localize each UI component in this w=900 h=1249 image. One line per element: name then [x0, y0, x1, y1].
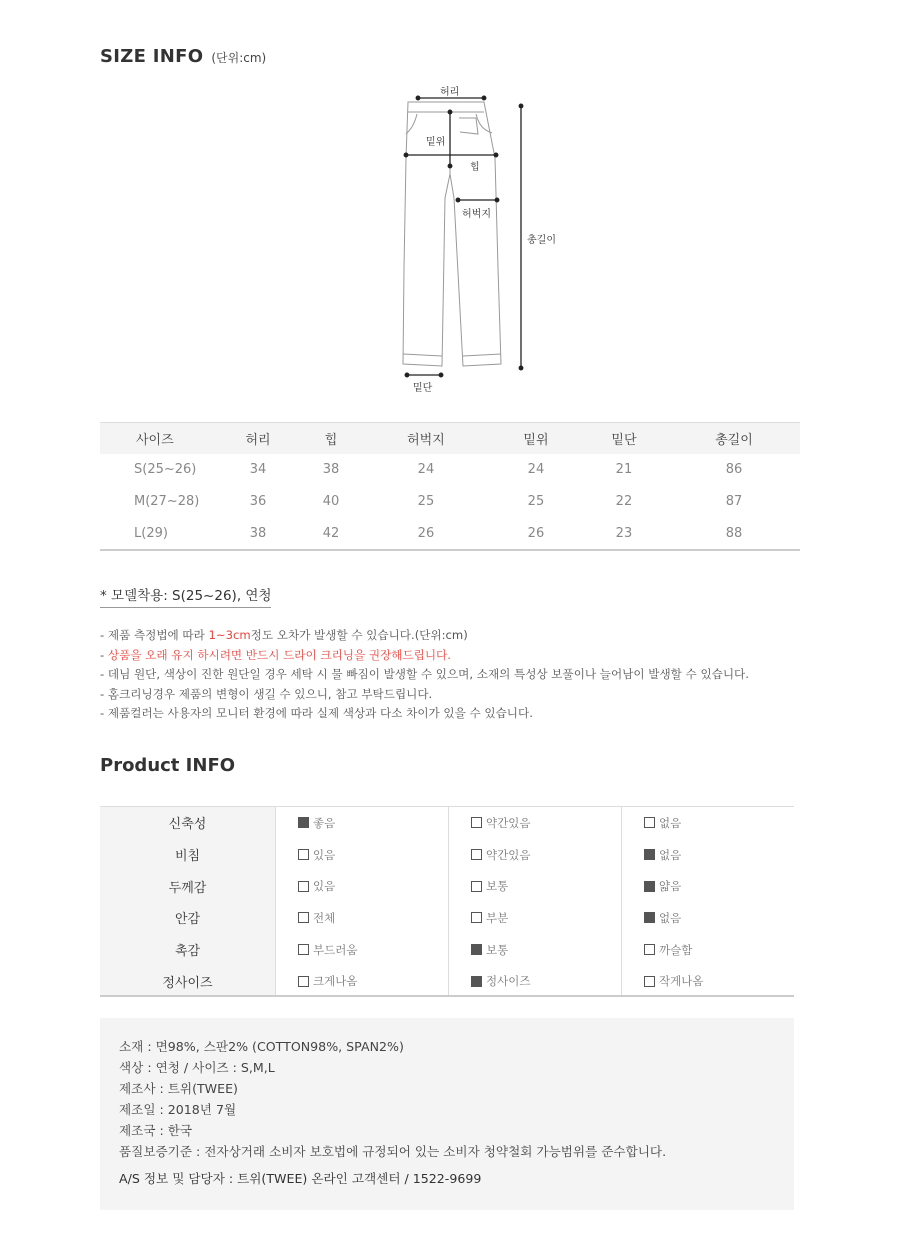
option-item: [622, 839, 794, 871]
note-text: -: [100, 647, 108, 662]
table-cell: 36: [249, 494, 267, 509]
option-label: 약간있음: [486, 815, 531, 830]
checkbox-checked-icon: [298, 817, 309, 828]
option-label: 정사이즈: [486, 974, 531, 989]
option-item: [276, 870, 448, 902]
option-item: [449, 870, 621, 902]
size-table: [100, 422, 800, 551]
table-cell: 38: [214, 518, 302, 550]
attribute-label: 신축성: [168, 817, 207, 833]
table-row: [100, 518, 800, 550]
detail-material: 소재 : 면98%, 스판2% (COTTON98%, SPAN2%): [119, 1039, 404, 1054]
option-item: [622, 965, 794, 997]
checkbox-checked-icon: [644, 849, 655, 860]
option-label: 얇음: [659, 879, 682, 894]
checkbox-icon: [471, 817, 482, 828]
table-cell: 21: [615, 462, 633, 477]
checkbox-icon: [471, 881, 482, 892]
waist-label: 허리: [440, 87, 460, 98]
option-label: 약간있음: [486, 847, 531, 862]
detail-country: 제조국 : 한국: [119, 1123, 193, 1138]
attribute-label: 정사이즈: [162, 975, 213, 991]
note-text: - 제품 측정법에 따라: [100, 628, 209, 642]
care-notes: [100, 626, 749, 724]
checkbox-checked-icon: [644, 881, 655, 892]
attribute-label: 비침: [174, 849, 201, 865]
checkbox-checked-icon: [471, 944, 482, 955]
option-column-3: [621, 807, 794, 995]
note-item: [100, 704, 749, 724]
attribute-label: 안감: [174, 912, 201, 928]
detail-manufacture-date: 제조일 : 2018년 7월: [119, 1102, 237, 1117]
checkbox-icon: [298, 912, 309, 923]
header-thigh: 허벅지: [360, 423, 492, 454]
table-cell: 24: [527, 462, 545, 477]
option-label: 부분: [486, 910, 509, 925]
option-item: [276, 934, 448, 966]
detail-color-size: 색상 : 연청 / 사이즈 : S,M,L: [119, 1060, 275, 1075]
option-label: 크게나옴: [313, 974, 358, 989]
product-details-box: [100, 1018, 794, 1210]
checkbox-icon: [298, 944, 309, 955]
checkbox-icon: [471, 849, 482, 860]
table-cell: 25: [527, 494, 545, 509]
checkbox-icon: [298, 976, 309, 987]
note-text: - 제품컬러는 사용자의 모니터 환경에 따라 실제 색상과 다소 차이가 있을 수 있습니다.: [100, 706, 533, 720]
hem-label: 밑단: [413, 383, 433, 394]
detail-as-contact: A/S 정보 및 담당자 : 트위(TWEE) 온라인 고객센터 / 1522-9699: [119, 1171, 482, 1186]
option-item: [276, 807, 448, 839]
option-label: 없음: [659, 847, 682, 862]
table-cell: 23: [580, 518, 668, 550]
rise-label: 밑위: [426, 137, 446, 148]
option-item: [276, 965, 448, 997]
checkbox-icon: [471, 912, 482, 923]
option-label: 없음: [659, 910, 682, 925]
option-label: 없음: [659, 815, 682, 830]
option-item: [622, 934, 794, 966]
table-cell: 34: [249, 462, 267, 477]
table-cell: 22: [615, 494, 633, 509]
thigh-label: 허벅지: [462, 209, 491, 220]
checkbox-checked-icon: [471, 976, 482, 987]
option-item: [449, 839, 621, 871]
note-text: - 홈크리닝경우 제품의 변형이 생길 수 있으니, 참고 부탁드립니다.: [100, 686, 433, 701]
attribute-label: 두께감: [168, 880, 207, 896]
checkbox-icon: [644, 817, 655, 828]
option-column-2: [448, 807, 621, 995]
attribute-labels: [100, 807, 275, 995]
option-label: 좋음: [313, 815, 336, 830]
option-item: [622, 870, 794, 902]
option-label: 전체: [313, 910, 336, 925]
option-label: 작게나옴: [659, 974, 704, 989]
table-cell: 87: [725, 494, 743, 509]
option-item: [449, 807, 621, 839]
header-hem: 밑단: [580, 423, 668, 454]
detail-warranty: 품질보증기준 : 전자상거래 소비자 보호법에 규정되어 있는 소비자 청약철회 가능범위를 준수합니다.: [119, 1144, 667, 1159]
option-column-1: [275, 807, 448, 995]
size-info-heading: [100, 46, 266, 67]
option-item: [276, 839, 448, 871]
option-label: 까슬함: [659, 942, 693, 957]
note-text: 정도 오차가 발생할 수 있습니다.(단위:cm): [250, 628, 468, 642]
checkbox-checked-icon: [644, 912, 655, 923]
option-item: [449, 902, 621, 934]
option-item: [622, 807, 794, 839]
option-item: [449, 965, 621, 997]
option-label: 부드러움: [313, 942, 358, 957]
header-waist: 허리: [214, 423, 302, 454]
table-cell: M(27~28): [134, 494, 200, 509]
checkbox-icon: [644, 944, 655, 955]
product-info-table: [100, 806, 794, 997]
table-cell: 86: [725, 462, 743, 477]
table-cell: L(29): [100, 518, 214, 550]
note-item: [100, 665, 749, 685]
header-length: 총길이: [668, 423, 800, 454]
checkbox-icon: [644, 976, 655, 987]
table-cell: 42: [302, 518, 360, 550]
table-cell: 26: [492, 518, 580, 550]
pants-diagram: [380, 78, 580, 398]
header-rise: 밑위: [492, 423, 580, 454]
table-cell: 24: [417, 462, 435, 477]
size-table-header: [100, 423, 800, 454]
option-item: [276, 902, 448, 934]
header-size: 사이즈: [100, 423, 214, 454]
table-row: [100, 486, 800, 518]
attribute-label: 촉감: [174, 944, 201, 960]
table-row: [100, 454, 800, 486]
checkbox-icon: [298, 849, 309, 860]
table-cell: 25: [417, 494, 435, 509]
note-item: [100, 646, 749, 666]
option-label: 보통: [486, 942, 509, 957]
option-label: 있음: [313, 879, 336, 894]
size-info-unit: (단위:cm): [211, 51, 267, 65]
note-item: [100, 626, 749, 646]
model-wearing-note: * 모델착용: S(25~26), 연청: [100, 584, 271, 608]
note-highlight: 1~3cm: [208, 628, 251, 642]
note-highlight: 상품을 오래 유지 하시려면 반드시 드라이 크리닝을 권장해드립니다.: [107, 647, 451, 662]
detail-manufacturer: 제조사 : 트위(TWEE): [119, 1081, 238, 1096]
table-cell: 88: [668, 518, 800, 550]
table-cell: 26: [360, 518, 492, 550]
note-text: - 데님 원단, 색상이 진한 원단일 경우 세탁 시 물 빠짐이 발생할 수 있으며, 소재의 특성상 보풀이나 늘어남이 발생할 수 있습니다.: [100, 667, 749, 681]
option-item: [622, 902, 794, 934]
hip-label: 힙: [470, 162, 480, 173]
product-info-title: Product INFO: [100, 755, 236, 776]
checkbox-icon: [298, 881, 309, 892]
note-item: [100, 685, 749, 705]
table-cell: 38: [322, 462, 340, 477]
table-cell: S(25~26): [134, 462, 197, 477]
header-hip: 힙: [302, 423, 360, 454]
option-item: [449, 934, 621, 966]
table-cell: 40: [322, 494, 340, 509]
length-label: 총길이: [527, 235, 556, 246]
size-info-title: SIZE INFO: [100, 46, 204, 67]
option-label: 있음: [313, 847, 336, 862]
option-label: 보통: [486, 879, 509, 894]
